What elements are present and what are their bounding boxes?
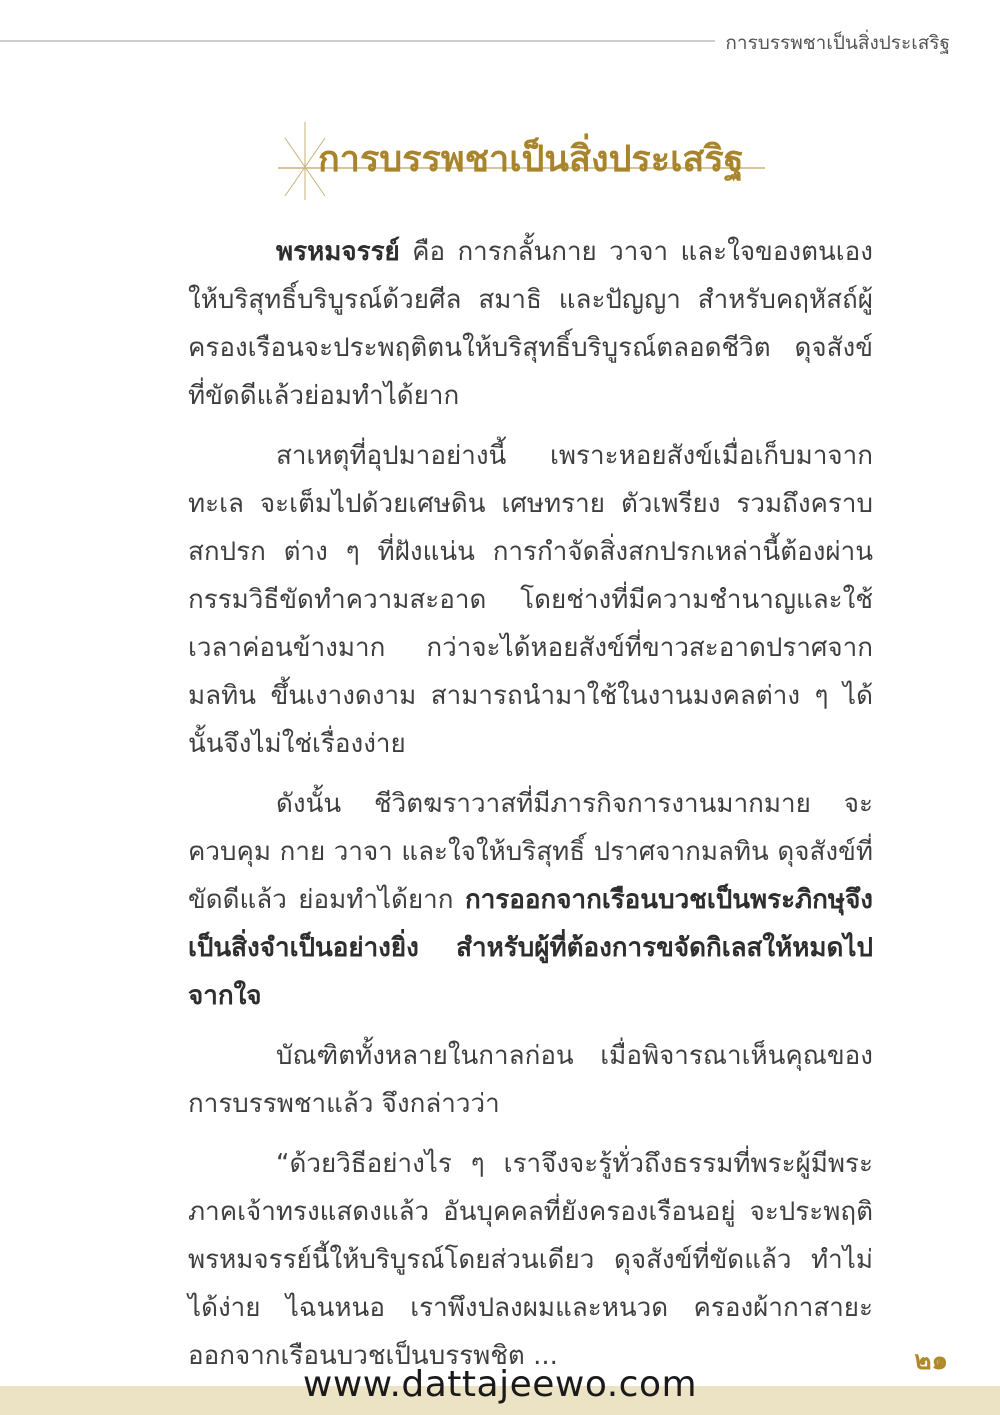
page-number: ๒๑ [914,1346,948,1376]
paragraph-text: ดังนั้น ชีวิตฆราวาสที่มีภารกิจการงานมากมาย จะควบคุม กาย วาจา และใจให้บริสุทธิ์ ปราศจากมลทิน ดุจสังข์ที่ขัดดีแล้ว ย่อมทำได้ยาก [188,789,873,915]
paragraph-text: สาเหตุที่อุปมาอย่างนี้ เพราะหอยสังข์เมื่อเก็บมาจากทะเล จะเต็มไปด้วยเศษดิน เศษทราย ตัวเพรียง รวมถึงคราบสกปรก ต่าง ๆ ที่ฝังแน่น การกำจัดสิ่งสกปรกเหล่านี้ต้องผ่านกรรมวิธีขัดทำความสะอาด โดยช่างที่มีความชำนาญและใช้เวลาค่อนข้างมาก กว่าจะได้หอยสังข์ที่ขาวสะอาดปราศจากมลทิน ขึ้นเงางดงาม สามารถนำมาใช้ในงานมงคลต่าง ๆ ได้นั้นจึงไม่ใช่เรื่องง่าย [188,441,873,759]
title-block [0,120,1000,200]
paragraph-text: บัณฑิตทั้งหลายในกาลก่อน เมื่อพิจารณาเห็นคุณของการบรรพชาแล้ว จึงกล่าวว่า [188,1041,873,1119]
paragraph-4 [188,1032,873,1128]
paragraph-text: คือ การกลั้นกาย วาจา และใจของตนเองให้บริสุทธิ์บริบูรณ์ด้วยศีล สมาธิ และปัญญา สำหรับคฤหัสถ์ผู้ครองเรือนจะประพฤติตนให้บริสุทธิ์บริบูรณ์ตลอดชีวิต ดุจสังข์ที่ขัดดีแล้วย่อมทำได้ยาก [188,237,873,411]
website-watermark: www.dattajeewo.com [302,1364,698,1405]
body-text [188,228,873,1392]
paragraph-5 [188,1140,873,1380]
running-header: การบรรพชาเป็นสิ่งประเสริฐ [725,32,950,54]
paragraph-1 [188,228,873,420]
page-title: การบรรพชาเป็นสิ่งประเสริฐ [318,139,744,180]
paragraph-text: “ด้วยวิธีอย่างไร ๆ เราจึงจะรู้ทั่วถึงธรรมที่พระผู้มีพระภาคเจ้าทรงแสดงแล้ว อันบุคคลที่ยังครองเรือนอยู่ จะประพฤติพรหมจรรย์นี้ให้บริบูรณ์โดยส่วนเดียว ดุจสังข์ที่ขัดแล้ว ทำไม่ได้ง่าย ไฉนหนอ เราพึงปลงผมและหนวด ครองผ้ากาสายะ ออกจากเรือนบวชเป็นบรรพชิต ... [188,1149,873,1371]
bold-term: พรหมจรรย์ [276,237,400,267]
header-rule [0,40,715,42]
paragraph-2 [188,432,873,768]
bold-emphasis: การออกจากเรือนบวชเป็นพระภิกษุจึงเป็นสิ่งจำเป็นอย่างยิ่ง สำหรับผู้ที่ต้องการขจัดกิเลสให้หมดไปจากใจ [188,885,873,1011]
paragraph-3 [188,780,873,1020]
